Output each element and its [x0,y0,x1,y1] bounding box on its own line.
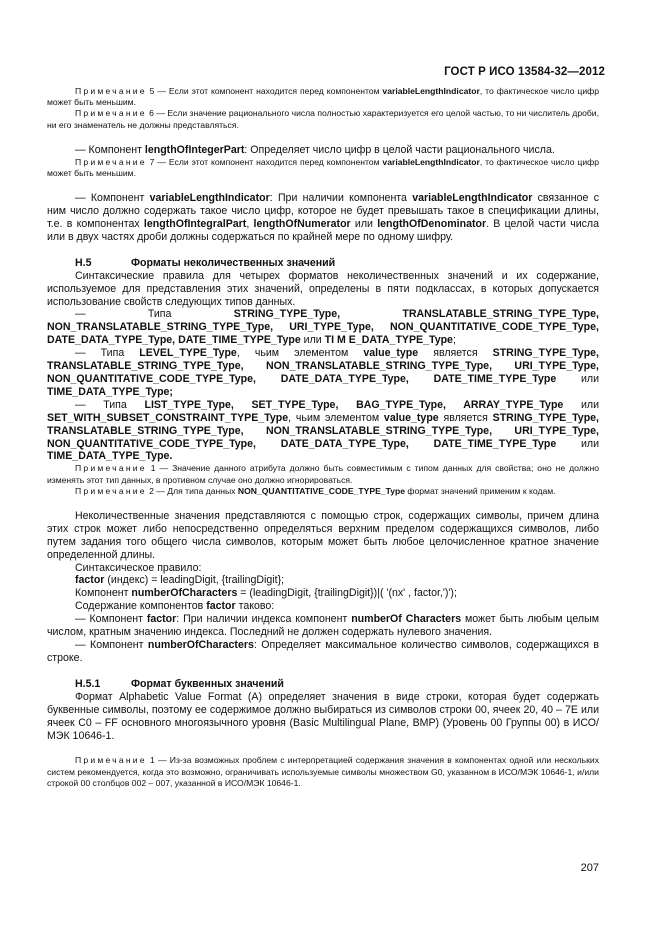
body-paragraph [47,144,599,157]
text-run: ; [452,334,456,347]
bold-term: TI M E_DATA_TYPE_Type [324,334,453,347]
text-run: Формат Alphabetic Value Format (A) определяет значения в виде строки, которая будет содержать буквенные символы, поэтому ее содержимое должно выбираться из символов строки 00, ячеек 20, 40 – 7E или ячеек C0 – FF основного многоязычного уровня (Basic Multilingual Plane, BMP) (Уровень 00 Группы 00) в ИСО/МЭК 10646-1. [47,690,599,742]
text-run: или [300,334,325,347]
body-paragraph [47,347,599,399]
text-run: 7 — Если этот компонент находится перед компонентом [146,156,383,167]
text-run: , то фактическое число цифр может быть меньшим. [47,156,599,178]
text-run: Синтаксическое правило: [75,561,202,574]
note-paragraph [47,755,599,789]
body-paragraph [47,562,599,575]
bold-term: TIME_DATA_TYPE_Type; [47,385,173,398]
note-paragraph [47,463,599,485]
section-number: H.5.1 [75,677,101,690]
document-header-code: ГОСТ Р ИСО 13584-32—2012 [444,66,605,78]
note-paragraph [47,86,599,108]
text-run: — Компонент [75,192,150,205]
body-paragraph [47,308,599,347]
bold-term: variableLengthIndicator [412,192,533,205]
bold-term: variableLengthIndicator [382,86,480,96]
text-run: : Определяет число цифр в целой части рационального числа. [244,143,555,156]
section-title: Форматы неколичественных значений [131,256,336,269]
text-run: : Определяет максимальное количество символов, содержащихся в строке. [47,639,599,664]
text-run: — Типа [75,347,140,360]
bold-term: lengthOfIntegralPart [143,217,247,230]
text-run: , чьим элементом [288,411,384,424]
text-run: : При наличии компонента [269,192,413,205]
bold-term: factor [75,574,105,587]
document-body [47,86,599,789]
text-run: Неколичественные значения представляются с помощью строк, содержащих символы, причем длина этих строк может либо непосредственно определяться верхним пределом содержащихся символов, либо путем задания того общего числа символов, которым может быть любое целочисленное кратное значение определенной длины. [47,509,599,561]
text-run: , чьим элементом [236,347,364,360]
text-run: является [418,347,493,360]
text-run: является [438,411,493,424]
body-paragraph [47,574,599,587]
body-paragraph [47,639,599,665]
bold-term: numberOf Characters [351,613,462,626]
body-paragraph [47,270,599,309]
body-paragraph [47,587,599,600]
text-run: , [246,217,254,230]
page-number: 207 [580,862,599,874]
text-run: или [556,437,599,450]
text-run: может быть любым целым числом, кратным значению индекса. Последний не должен содержать нулевого значения. [47,613,599,639]
bold-term: variableLengthIndicator [149,192,270,205]
body-paragraph [47,510,599,562]
text-run: 6 — Если значение рационального числа полностью характеризуется его целой частью, то ни числитель дроби, ни его знаменатель не должны представляться. [47,108,599,130]
bold-term: value_type [363,347,419,360]
text-run: Компонент [75,587,132,600]
note-paragraph [47,486,599,497]
text-run: (индекс) = leadingDigit, {trailingDigit}; [104,574,285,587]
body-paragraph [47,691,599,743]
text-run: связанное с ним число должно содержать такое число цифр, которое не будет превышать такое в спецификации длины, т.е. в компонентах [47,192,599,230]
bold-term: variableLengthIndicator [382,156,480,167]
bold-term: TIME_DATA_TYPE_Type. [47,450,173,463]
bold-term: LEVEL_TYPE_Type [139,347,237,360]
section-heading [47,257,599,270]
text-run: — Компонент [75,143,145,156]
text-run: формат значений применим к кодам. [405,485,556,496]
text-run: — Компонент [75,639,148,652]
bold-term: value_type [383,411,439,424]
text-run: 1 — Из-за возможных проблем с интерпретацией содержания значения в компонентах одной или нескольких систем рекомендуется, когда это возможно, ограничивать используемые символы множеством G0, указанном в ИСО/МЭК 10646-1, и/или строкой 00 столбцов 002 – 007, указанной в ИСО/МЭК 10646-1. [47,755,599,788]
bold-term: factor [146,613,177,626]
text-run: или [563,398,599,411]
text-run: Содержание компонентов [75,600,207,613]
bold-term: numberOfCharacters [147,639,254,652]
bold-term: SET_WITH_SUBSET_CONSTRAINT_TYPE_Type [47,411,289,424]
text-run: , то фактическое число цифр может быть меньшим. [47,86,599,108]
bold-term: lengthOfDenominator [377,217,487,230]
bold-term: LIST_TYPE_Type, SET_TYPE_Type, BAG_TYPE_Type, ARRAY_TYPE_Type [144,398,564,411]
text-run: — Компонент [75,613,147,626]
text-run: 5 — Если этот компонент находится перед компонентом [146,86,383,96]
text-run: Синтаксические правила для четырех форматов неколичественных значений и их содержание, используемое для представления этих значений, определены в пяти подклассах, в которых допускается использование свойств следующих типов данных. [47,269,599,308]
section-number: H.5 [75,256,92,269]
bold-term: NON_QUANTITATIVE_CODE_TYPE_Type [237,485,406,496]
text-run: . В целой части числа или в двух частях дроби должны содержаться по крайней мере по одному шифру. [47,217,600,243]
text-run: или [556,373,599,385]
bold-term: numberOfCharacters [131,587,238,600]
bold-term: lengthOfNumerator [253,217,351,230]
note-label: Примечание [75,156,147,167]
text-run: = (leadingDigit, {trailingDigit})|( '(nx' , factor,')'); [237,587,457,600]
note-label: Примечание [75,485,147,496]
text-run: : При наличии индекса компонент [176,613,352,626]
body-paragraph [47,399,599,464]
section-heading [47,678,599,691]
bold-term: STRING_TYPE_Type, TRANSLATABLE_STRING_TYPE_Type, NON_TRANSLATABLE_STRING_TYPE_Type, URI_TYPE_Type, NON_QUANTITATIVE_CODE_TYPE_Type, DATE_DATA_TYPE_Type, DATE_TIME_TYPE_Type [47,347,599,385]
note-paragraph [47,157,599,179]
note-label: Примечание [75,463,147,474]
text-run: 1 — Значение данного атрибута должно быть совместимым с типом данных для свойства; оно не должно изменять этот тип данных, в противном случае оно должно игнорироваться. [47,463,599,485]
note-label: Примечание [75,108,147,119]
section-title: Формат буквенных значений [131,677,284,690]
text-run: или [350,217,378,230]
text-run: — Типа [75,398,145,411]
bold-term: STRING_TYPE_Type, TRANSLATABLE_STRING_TYPE_Type, NON_TRANSLATABLE_STRING_TYPE_Type, URI_TYPE_Type, NON_QUANTITATIVE_CODE_TYPE_Type, DATE_DATA_TYPE_Type, DATE_TIME_TYPE_Type [47,411,599,450]
text-run: — Типа [75,308,234,321]
text-run: таково: [235,600,275,613]
note-paragraph [47,108,599,130]
body-paragraph [47,192,599,244]
body-paragraph [47,600,599,613]
bold-term: factor [206,600,236,613]
note-label: Примечание [75,755,147,766]
bold-term: lengthOfIntegerPart [144,143,245,156]
body-paragraph [47,613,599,639]
bold-term: STRING_TYPE_Type, TRANSLATABLE_STRING_TYPE_Type, NON_TRANSLATABLE_STRING_TYPE_Type, URI_TYPE_Type, NON_QUANTITATIVE_CODE_TYPE_Type, DATE_DATA_TYPE_Type, DATE_TIME_TYPE_Type [47,308,599,347]
note-label: Примечание [75,86,147,96]
text-run: 2 — Для типа данных [146,485,238,496]
